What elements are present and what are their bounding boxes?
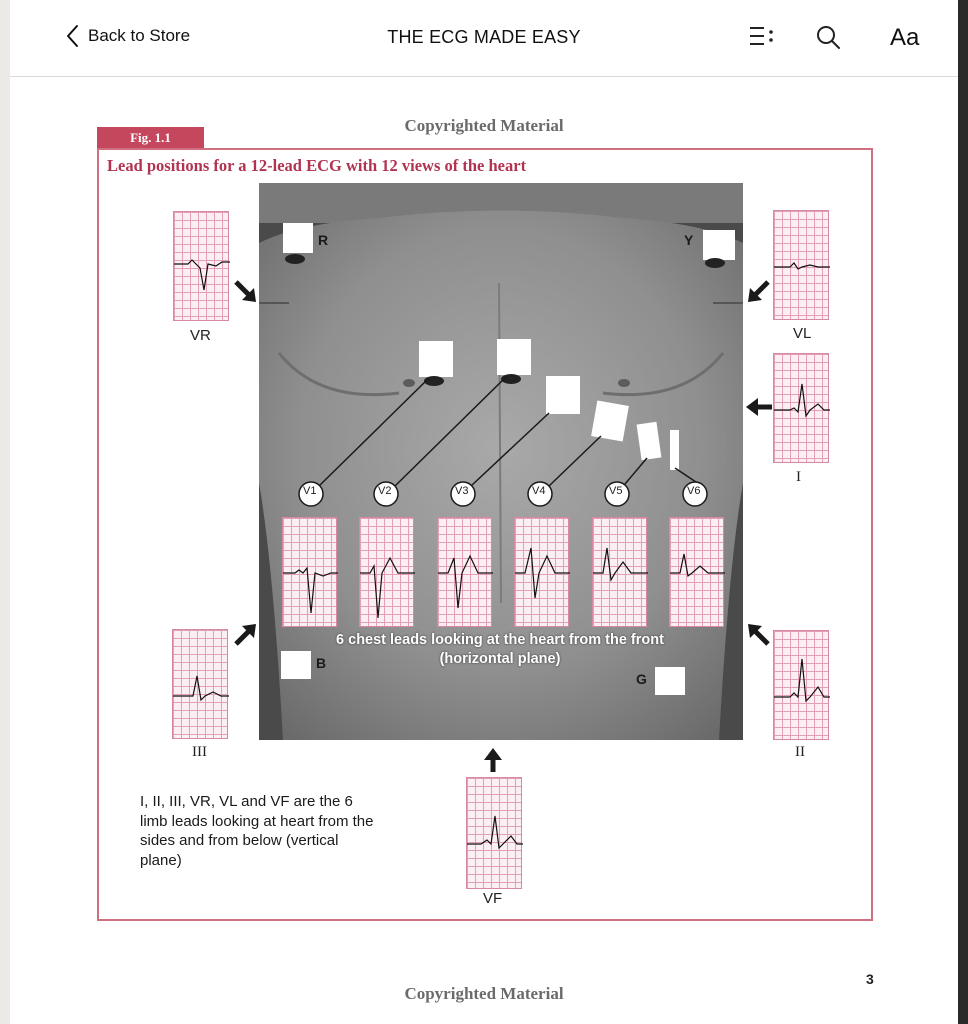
left-edge-strip <box>0 0 10 1024</box>
arrow-iii-icon <box>232 620 260 648</box>
right-edge-strip <box>958 0 968 1024</box>
ecg-strip-v4 <box>514 517 569 627</box>
ecg-strip-v2 <box>359 517 414 627</box>
ecg-strip-vf <box>466 777 522 889</box>
limb-leads-description: I, II, III, VR, VL and VF are the 6 limb leads looking at heart from the sides and from below (vertical plane) <box>140 793 374 869</box>
electrode-g-label: G <box>636 671 647 687</box>
lead-label-v2: V2 <box>378 485 392 497</box>
ecg-strip-v3 <box>437 517 492 627</box>
lead-label-i: I <box>796 469 801 485</box>
text-size-button[interactable]: Aa <box>890 24 920 51</box>
page-number: 3 <box>866 971 874 987</box>
electrode-b-label: B <box>316 655 327 671</box>
ecg-strip-i <box>773 353 829 463</box>
lead-label-vf: VF <box>483 890 503 907</box>
ecg-strip-v5 <box>592 517 647 627</box>
figure-tag: Fig. 1.1 <box>97 127 204 148</box>
lead-label-iii: III <box>192 744 207 760</box>
chest-leads-subcaption: (horizontal plane) <box>439 651 561 667</box>
arrow-vr-icon <box>232 278 260 306</box>
reader-toolbar <box>10 0 958 77</box>
arrow-i-icon <box>744 396 774 418</box>
arrow-vl-icon <box>744 278 772 306</box>
copyright-top: Copyrighted Material <box>404 116 564 135</box>
figure-caption: Lead positions for a 12-lead ECG with 12 views of the heart <box>107 156 527 175</box>
lead-label-ii: II <box>795 744 805 760</box>
arrow-vf-icon <box>482 746 504 774</box>
electrode-r-label: R <box>318 232 329 248</box>
lead-label-vr: VR <box>190 327 211 344</box>
lead-label-v4: V4 <box>532 485 546 497</box>
lead-label-v5: V5 <box>609 485 623 497</box>
ecg-strip-v1 <box>282 517 337 627</box>
back-label: Back to Store <box>88 26 191 45</box>
chest-leads-caption: 6 chest leads looking at the heart from the front <box>336 632 664 648</box>
copyright-bottom: Copyrighted Material <box>404 984 564 1003</box>
ecg-strip-ii <box>773 630 829 740</box>
electrode-y-label: Y <box>684 232 694 248</box>
ecg-strip-v6 <box>669 517 724 627</box>
lead-label-vl: VL <box>793 325 812 342</box>
lead-label-v3: V3 <box>455 485 469 497</box>
ecg-strip-vr <box>173 211 229 321</box>
ecg-strip-vl <box>773 210 829 320</box>
lead-label-v1: V1 <box>303 485 317 497</box>
arrow-ii-icon <box>744 620 772 648</box>
lead-label-v6: V6 <box>687 485 701 497</box>
table-of-contents-icon[interactable] <box>748 22 776 57</box>
book-title: THE ECG MADE EASY <box>387 27 581 47</box>
ecg-strip-iii <box>172 629 228 739</box>
search-icon[interactable] <box>814 22 842 57</box>
